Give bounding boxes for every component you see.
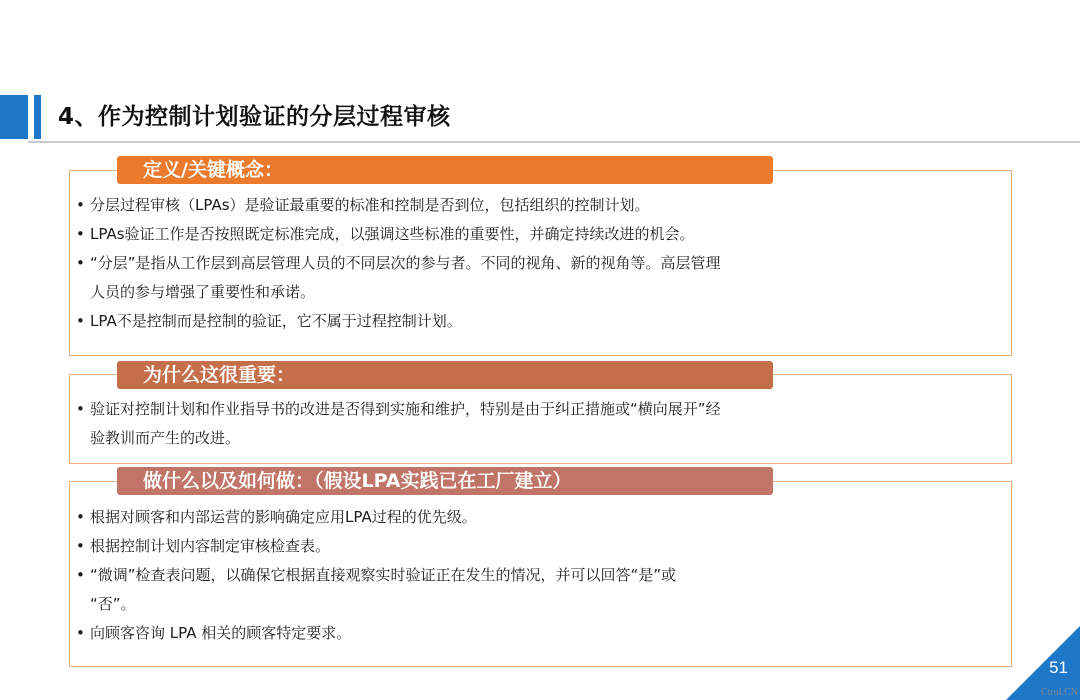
title-accent-bar-thin — [34, 95, 41, 139]
section-howto-header: 做什么以及如何做：（假设LPA实践已在工厂建立） — [117, 467, 773, 495]
list-item-line: 验教训而产生的改进。 — [90, 429, 241, 447]
page-number: 51 — [1049, 658, 1068, 677]
list-item: • 根据对顾客和内部运营的影响确定应用LPA过程的优先级。 — [76, 503, 676, 532]
list-item — [76, 561, 676, 619]
section-howto-list — [76, 503, 676, 648]
title-divider — [28, 141, 1080, 143]
list-item-line: “否”。 — [90, 595, 136, 613]
list-item-line: “分层”是指从工作层到高层管理人员的不同层次的参与者。不同的视角、新的视角等。高层管理 — [90, 254, 721, 272]
section-importance-list — [76, 395, 721, 453]
list-item — [76, 395, 721, 453]
slide-title: 4、作为控制计划验证的分层过程审核 — [58, 104, 451, 130]
list-item: • LPA不是控制而是控制的验证，它不属于过程控制计划。 — [76, 307, 721, 336]
list-item — [76, 249, 721, 307]
list-item: • 向顾客咨询 LPA 相关的顾客特定要求。 — [76, 619, 676, 648]
list-item: • 根据控制计划内容制定审核检查表。 — [76, 532, 676, 561]
section-importance-header: 为什么这很重要： — [117, 361, 773, 389]
list-item-line: “微调”检查表问题，以确保它根据直接观察实时验证正在发生的情况，并可以回答“是”或 — [90, 566, 677, 584]
watermark: Ctrol.CN — [1041, 687, 1078, 698]
list-item-line: 人员的参与增强了重要性和承诺。 — [90, 283, 316, 301]
title-accent-bar — [0, 95, 28, 139]
list-item: • LPAs验证工作是否按照既定标准完成，以强调这些标准的重要性，并确定持续改进的机会。 — [76, 220, 721, 249]
list-item-line: 验证对控制计划和作业指导书的改进是否得到实施和维护，特别是由于纠正措施或“横向展开”经 — [90, 400, 721, 418]
section-definitions-list — [76, 191, 721, 336]
section-definitions-header: 定义/关键概念： — [117, 156, 773, 184]
list-item: • 分层过程审核（LPAs）是验证最重要的标准和控制是否到位，包括组织的控制计划。 — [76, 191, 721, 220]
